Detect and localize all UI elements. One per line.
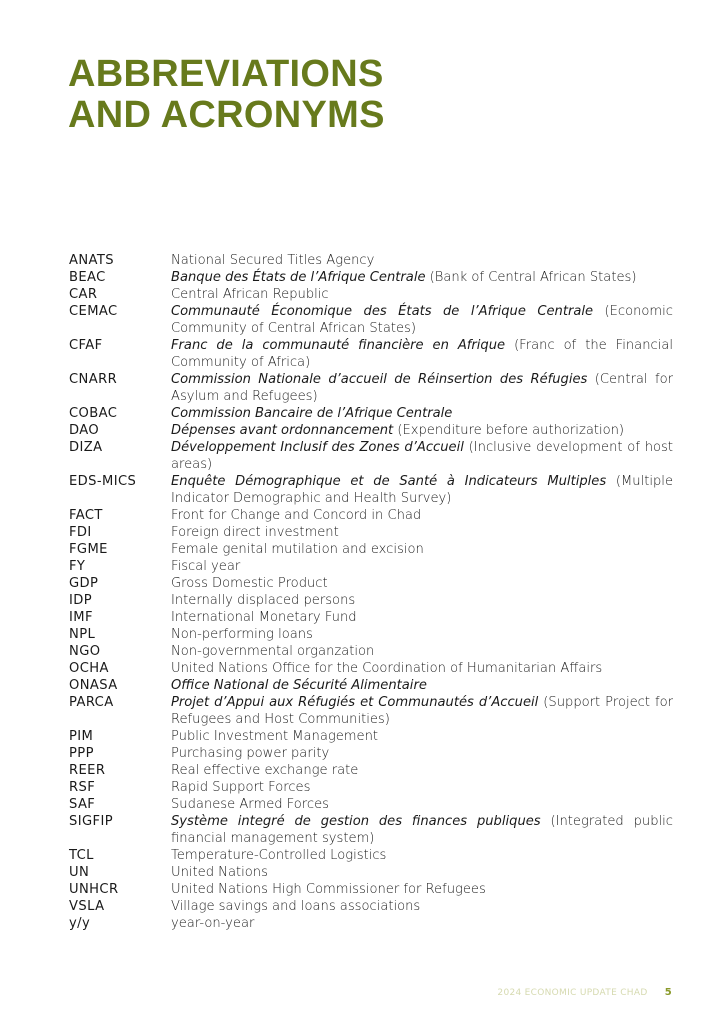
abbreviation-definition bbox=[171, 643, 673, 660]
abbreviation-term: COBAC bbox=[69, 406, 118, 421]
definition-original-name: Communauté Économique des États de l’Afrique Centrale bbox=[171, 304, 594, 319]
abbreviation-term: FDI bbox=[69, 525, 92, 540]
definition-original-name: Commission Bancaire de l’Afrique Centrale bbox=[171, 406, 453, 421]
abbreviation-row bbox=[69, 881, 673, 898]
abbreviation-definition bbox=[171, 677, 673, 694]
abbreviation-row bbox=[69, 558, 673, 575]
abbreviation-row bbox=[69, 660, 673, 677]
abbreviation-definition bbox=[171, 728, 673, 745]
definition-original-name: Banque des États de l’Afrique Centrale bbox=[171, 270, 426, 285]
abbreviation-row bbox=[69, 286, 673, 303]
definition-text: Internally displaced persons bbox=[171, 593, 356, 608]
abbreviation-definition bbox=[171, 473, 673, 507]
abbreviation-term: IDP bbox=[69, 593, 93, 608]
definition-original-name: Système integré de gestion des finances publiques bbox=[171, 814, 541, 829]
definition-original-name: Développement Inclusif des Zones d’Accueil bbox=[171, 440, 464, 455]
definition-original-name: Enquête Démographique et de Santé à Indicateurs Multiples bbox=[171, 474, 607, 489]
abbreviation-term: BEAC bbox=[69, 270, 106, 285]
abbreviation-row bbox=[69, 269, 673, 286]
abbreviation-row bbox=[69, 422, 673, 439]
abbreviation-term: NPL bbox=[69, 627, 96, 642]
abbreviation-definition bbox=[171, 660, 673, 677]
definition-text: year-on-year bbox=[171, 916, 255, 931]
abbreviation-row bbox=[69, 677, 673, 694]
abbreviation-row bbox=[69, 728, 673, 745]
abbreviation-term: VSLA bbox=[69, 899, 105, 914]
abbreviation-term: REER bbox=[69, 763, 106, 778]
definition-text: National Secured Titles Agency bbox=[171, 253, 375, 268]
abbreviation-row bbox=[69, 252, 673, 269]
definition-text: Temperature-Controlled Logistics bbox=[171, 848, 387, 863]
page-title-line-1: ABBREVIATIONS bbox=[68, 53, 384, 95]
abbreviation-definition bbox=[171, 813, 673, 847]
definition-text: Female genital mutilation and excision bbox=[171, 542, 424, 557]
abbreviation-term: CEMAC bbox=[69, 304, 118, 319]
abbreviation-term: GDP bbox=[69, 576, 99, 591]
abbreviation-definition bbox=[171, 694, 673, 728]
abbreviation-row bbox=[69, 609, 673, 626]
definition-text: (Economic Community of Central African States) bbox=[171, 304, 674, 336]
abbreviation-row bbox=[69, 303, 673, 337]
abbreviation-definition bbox=[171, 252, 673, 269]
abbreviation-row bbox=[69, 779, 673, 796]
abbreviation-term: CNARR bbox=[69, 372, 118, 387]
page-footer bbox=[497, 987, 672, 998]
abbreviation-definition bbox=[171, 286, 673, 303]
footer-title: 2024 ECONOMIC UPDATE CHAD bbox=[497, 988, 648, 998]
abbreviation-row bbox=[69, 592, 673, 609]
definition-text: Front for Change and Concord in Chad bbox=[171, 508, 422, 523]
abbreviation-definition bbox=[171, 762, 673, 779]
abbreviation-definition bbox=[171, 337, 673, 371]
abbreviation-row bbox=[69, 762, 673, 779]
abbreviation-definition bbox=[171, 847, 673, 864]
definition-text: Rapid Support Forces bbox=[171, 780, 311, 795]
abbreviation-term: SAF bbox=[69, 797, 96, 812]
abbreviation-term: IMF bbox=[69, 610, 93, 625]
abbreviation-definition bbox=[171, 422, 673, 439]
definition-text: Public Investment Management bbox=[171, 729, 379, 744]
abbreviation-definition bbox=[171, 796, 673, 813]
definition-text: Fiscal year bbox=[171, 559, 241, 574]
abbreviation-row bbox=[69, 405, 673, 422]
abbreviation-row bbox=[69, 813, 673, 847]
abbreviation-term: DAO bbox=[69, 423, 100, 438]
definition-text: Foreign direct investment bbox=[171, 525, 339, 540]
definition-text: Central African Republic bbox=[171, 287, 329, 302]
abbreviation-row bbox=[69, 575, 673, 592]
abbreviation-definition bbox=[171, 303, 673, 337]
abbreviation-row bbox=[69, 439, 673, 473]
abbreviation-row bbox=[69, 745, 673, 762]
abbreviation-term: DIZA bbox=[69, 440, 103, 455]
abbreviation-row bbox=[69, 847, 673, 864]
definition-original-name: Franc de la communauté financière en Afrique bbox=[171, 338, 506, 353]
abbreviation-row bbox=[69, 626, 673, 643]
definition-text: International Monetary Fund bbox=[171, 610, 357, 625]
abbreviation-row bbox=[69, 694, 673, 728]
abbreviation-definition bbox=[171, 609, 673, 626]
page-title-line-2: AND ACRONYMS bbox=[68, 94, 385, 136]
abbreviation-row bbox=[69, 337, 673, 371]
abbreviation-definition bbox=[171, 881, 673, 898]
definition-original-name: Dépenses avant ordonnancement bbox=[171, 423, 394, 438]
abbreviation-term: OCHA bbox=[69, 661, 109, 676]
abbreviation-term: SIGFIP bbox=[69, 814, 114, 829]
abbreviation-term: TCL bbox=[69, 848, 94, 863]
definition-text: Non-performing loans bbox=[171, 627, 313, 642]
abbreviation-term: EDS-MICS bbox=[69, 474, 137, 489]
abbreviation-definition bbox=[171, 898, 673, 915]
abbreviation-term: FACT bbox=[69, 508, 103, 523]
abbreviation-term: RSF bbox=[69, 780, 96, 795]
definition-text: (Integrated public financial management system) bbox=[171, 814, 673, 846]
abbreviation-row bbox=[69, 371, 673, 405]
abbreviation-term: CAR bbox=[69, 287, 98, 302]
abbreviation-row bbox=[69, 898, 673, 915]
abbreviation-definition bbox=[171, 269, 673, 286]
definition-original-name: Commission Nationale d’accueil de Réinsertion des Réfugies bbox=[171, 372, 588, 387]
definition-text: (Bank of Central African States) bbox=[425, 270, 637, 285]
abbreviation-term: ANATS bbox=[69, 253, 115, 268]
abbreviation-row bbox=[69, 643, 673, 660]
abbreviation-row bbox=[69, 864, 673, 881]
abbreviation-term: PPP bbox=[69, 746, 94, 761]
definition-text: (Inclusive development of host areas) bbox=[171, 440, 673, 472]
abbreviation-definition bbox=[171, 371, 673, 405]
definition-text: Non-governmental organzation bbox=[171, 644, 375, 659]
definition-original-name: Office National de Sécurité Alimentaire bbox=[171, 678, 427, 693]
definition-text: (Central for Asylum and Refugees) bbox=[171, 372, 673, 404]
definition-text: Purchasing power parity bbox=[171, 746, 330, 761]
definition-original-name: Projet d’Appui aux Réfugiés et Communautés d’Accueil bbox=[171, 695, 539, 710]
abbreviation-definition bbox=[171, 558, 673, 575]
abbreviation-definition bbox=[171, 405, 673, 422]
abbreviation-definition bbox=[171, 439, 673, 473]
abbreviation-term: PARCA bbox=[69, 695, 114, 710]
abbreviation-term: ONASA bbox=[69, 678, 118, 693]
definition-text: (Support Project for Refugees and Host Communities) bbox=[171, 695, 673, 727]
abbreviation-row bbox=[69, 915, 673, 932]
abbreviation-row bbox=[69, 473, 673, 507]
abbreviation-definition bbox=[171, 592, 673, 609]
abbreviation-definition bbox=[171, 864, 673, 881]
abbreviation-definition bbox=[171, 626, 673, 643]
abbreviation-term: NGO bbox=[69, 644, 101, 659]
page-number: 5 bbox=[664, 987, 672, 998]
definition-text: Sudanese Armed Forces bbox=[171, 797, 329, 812]
definition-text: (Multiple Indicator Demographic and Health Survey) bbox=[171, 474, 673, 506]
definition-text: United Nations bbox=[171, 865, 268, 880]
definition-text: (Expenditure before authorization) bbox=[393, 423, 625, 438]
abbreviation-term: FY bbox=[69, 559, 86, 574]
abbreviation-definition bbox=[171, 779, 673, 796]
abbreviation-term: UN bbox=[69, 865, 90, 880]
abbreviation-term: y/y bbox=[69, 916, 91, 931]
abbreviation-definition bbox=[171, 745, 673, 762]
abbreviation-term: FGME bbox=[69, 542, 108, 557]
definition-text: Village savings and loans associations bbox=[171, 899, 421, 914]
abbreviation-term: PIM bbox=[69, 729, 94, 744]
abbreviation-term: CFAF bbox=[69, 338, 103, 353]
abbreviation-definition bbox=[171, 541, 673, 558]
definition-text: (Franc of the Financial Community of Africa) bbox=[171, 338, 674, 370]
page-title bbox=[68, 54, 385, 136]
abbreviation-row bbox=[69, 507, 673, 524]
definition-text: United Nations High Commissioner for Refugees bbox=[171, 882, 486, 897]
abbreviation-definition bbox=[171, 524, 673, 541]
abbreviation-term: UNHCR bbox=[69, 882, 119, 897]
definition-text: United Nations Office for the Coordination of Humanitarian Affairs bbox=[171, 661, 603, 676]
abbreviation-definition bbox=[171, 507, 673, 524]
abbreviation-row bbox=[69, 796, 673, 813]
definition-text: Gross Domestic Product bbox=[171, 576, 328, 591]
abbreviation-definition bbox=[171, 915, 673, 932]
abbreviation-row bbox=[69, 524, 673, 541]
abbreviation-list bbox=[69, 252, 673, 932]
abbreviation-row bbox=[69, 541, 673, 558]
definition-text: Real effective exchange rate bbox=[171, 763, 359, 778]
abbreviation-definition bbox=[171, 575, 673, 592]
